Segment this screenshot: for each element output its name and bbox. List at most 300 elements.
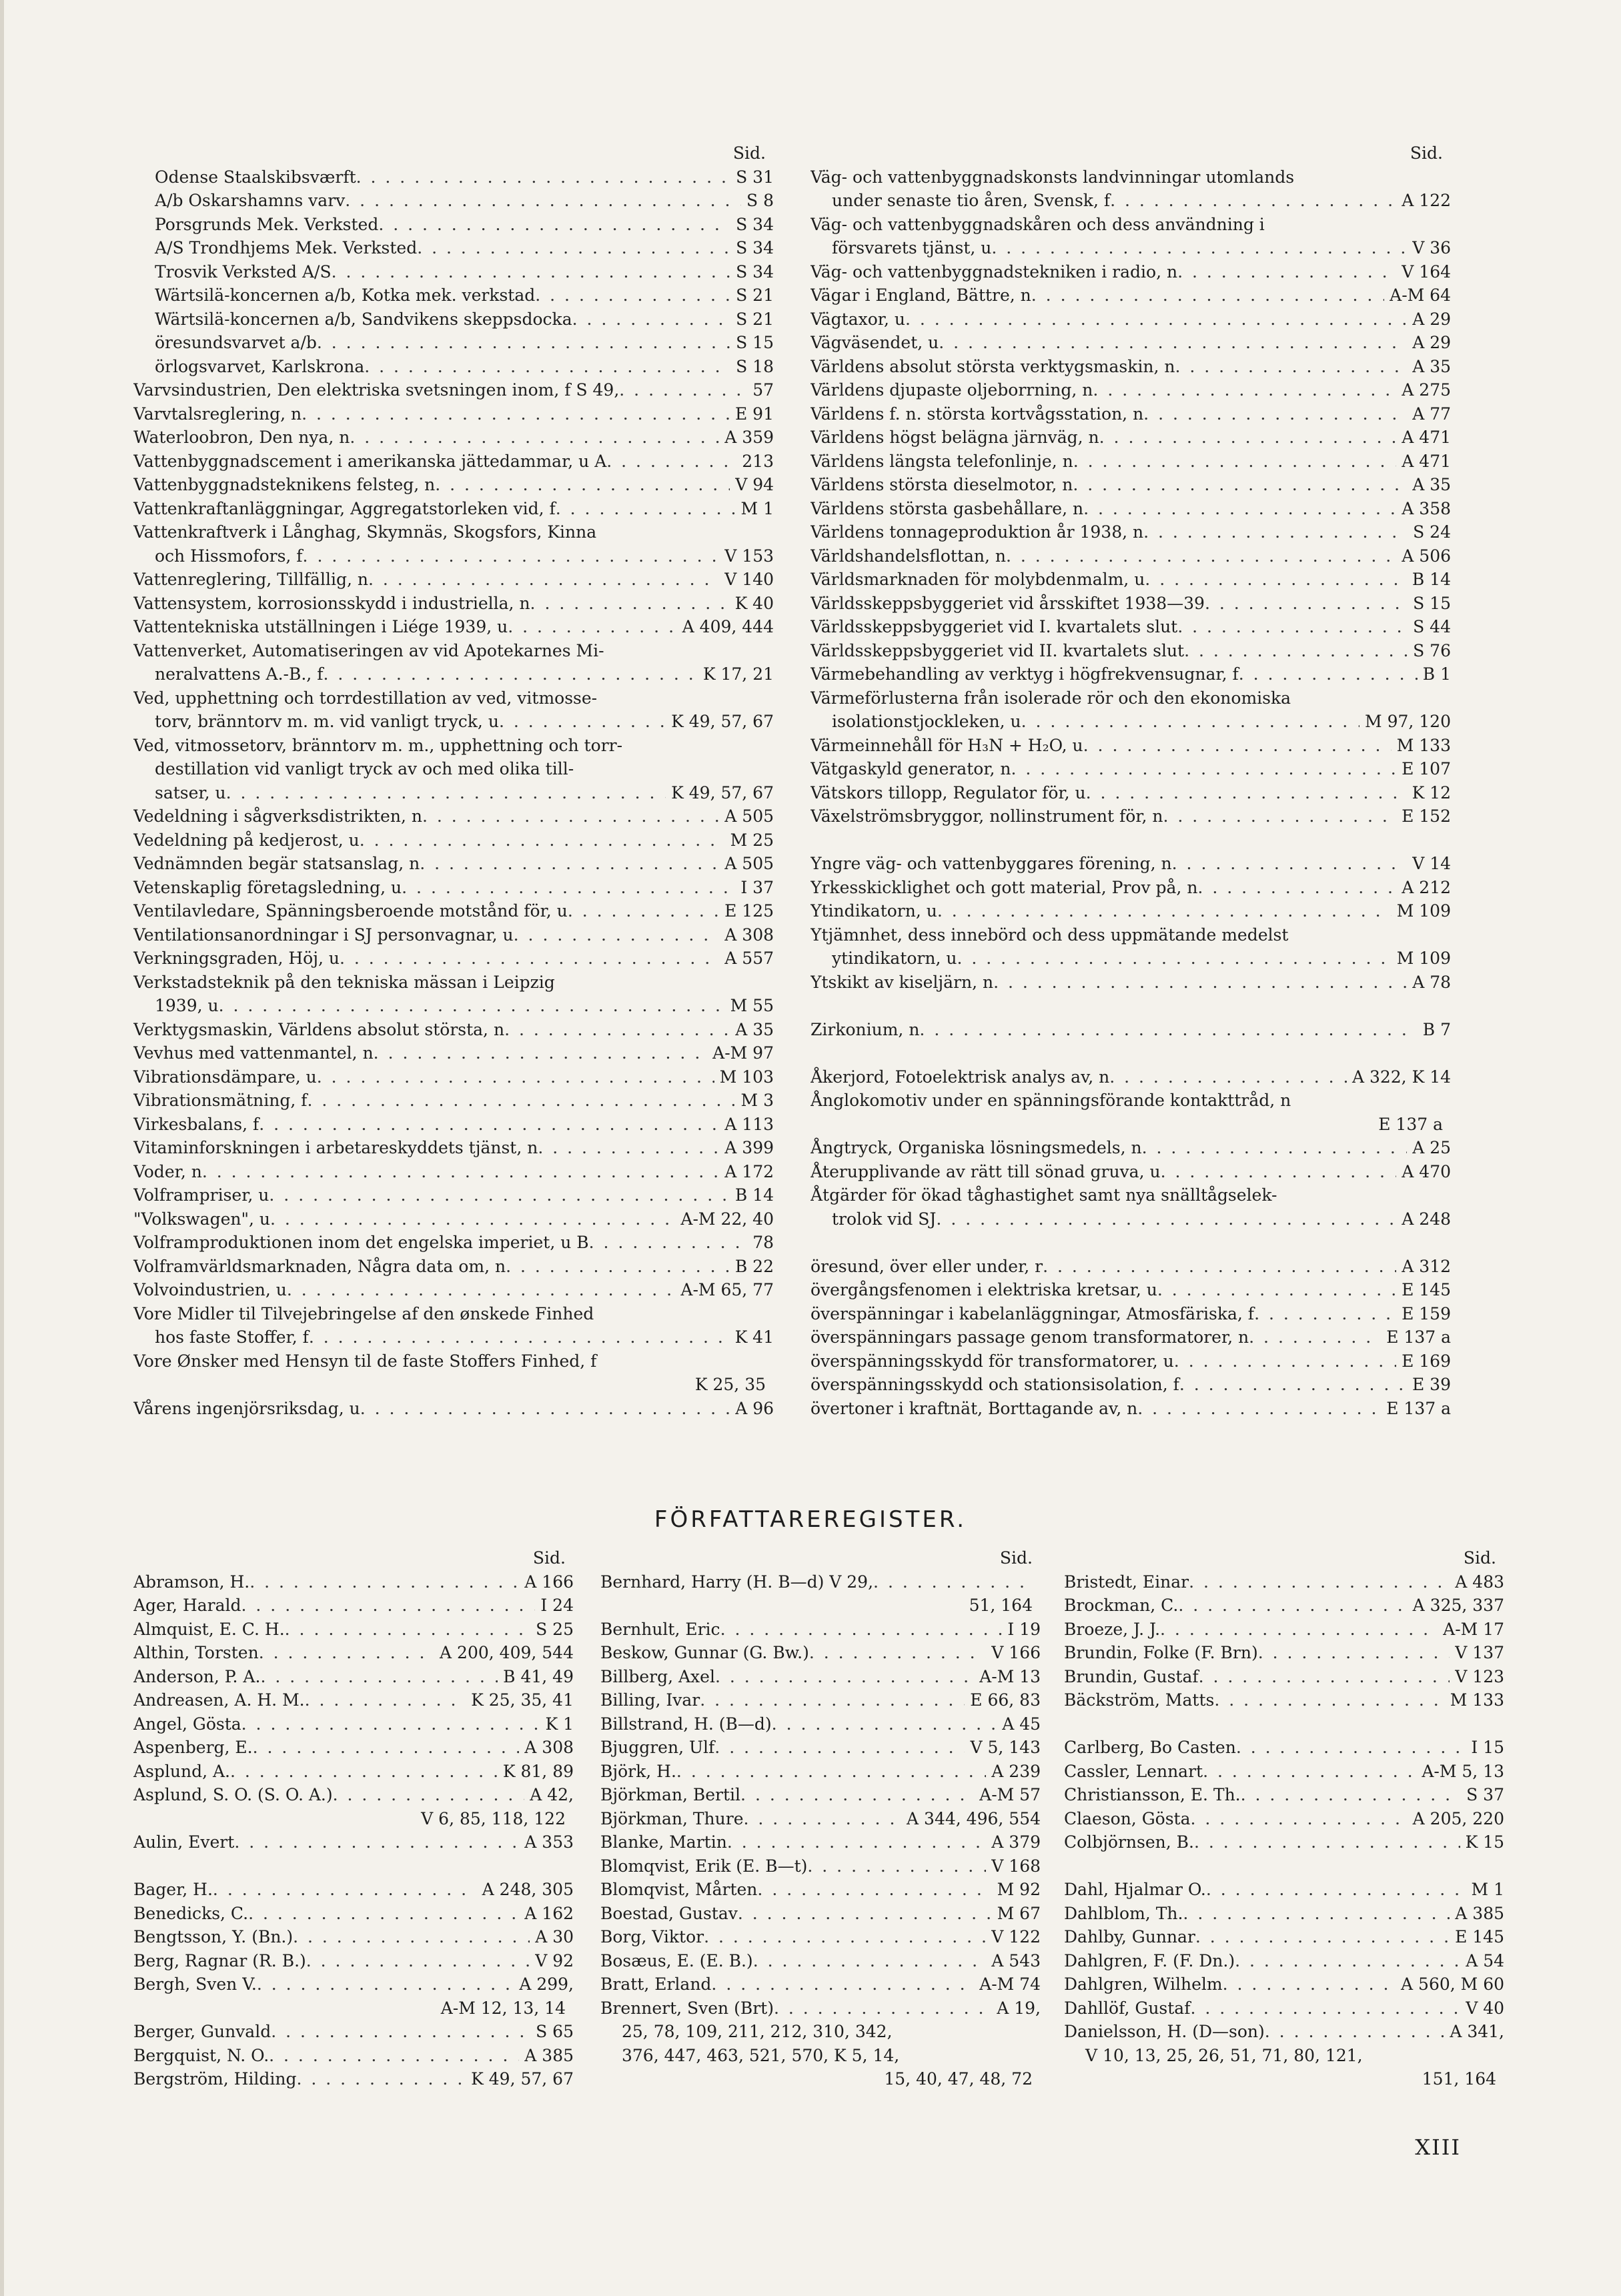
entry-title: Borg, Viktor	[600, 1927, 704, 1946]
dot-leader	[720, 1618, 1003, 1642]
index-entry	[1064, 1570, 1504, 1594]
dot-leader	[1083, 497, 1396, 521]
dot-leader	[1109, 1065, 1347, 1089]
dot-leader	[1161, 1160, 1397, 1184]
dot-leader	[568, 899, 719, 923]
index-entry	[600, 1712, 1041, 1736]
entry-title: Bäckström, Matts	[1064, 1690, 1215, 1710]
index-entry	[133, 1089, 774, 1113]
index-entry	[810, 1302, 1451, 1326]
dot-leader	[936, 1207, 1396, 1231]
dot-leader	[1073, 473, 1407, 497]
page-reference: A 29	[1412, 333, 1451, 352]
page-reference: E 145	[1455, 1927, 1504, 1946]
dot-leader	[285, 1618, 530, 1642]
entry-title: isolationstjockleken, u	[832, 712, 1021, 731]
dot-leader	[1239, 662, 1418, 686]
entry-title: Volframvärldsmarknaden, Några data om, n	[133, 1256, 506, 1276]
page-reference: K 17, 21	[702, 664, 774, 684]
index-entry	[133, 1397, 774, 1421]
entry-title: Dahlgren, Wilhelm	[1064, 1974, 1223, 1994]
index-entry	[1064, 1736, 1504, 1760]
entry-title: satser, u	[155, 782, 226, 802]
index-entry	[810, 544, 1451, 568]
index-entry	[1064, 1665, 1504, 1689]
page-reference: M 109	[1396, 901, 1451, 921]
entry-title: Blomqvist, Erik (E. B—t)	[600, 1856, 808, 1876]
page-reference: A 557	[724, 949, 774, 968]
entry-title: Ångtryck, Organiska lösningsmedels, n	[810, 1138, 1142, 1157]
entry-title: Björk, H.	[600, 1761, 676, 1781]
page-reference: S 21	[736, 285, 774, 305]
dot-leader	[1099, 426, 1397, 450]
index-entry	[133, 1925, 574, 1949]
entry-title: Vibrationsmätning, f	[133, 1091, 308, 1110]
index-entry	[810, 639, 1451, 663]
page-reference: A 358	[1402, 498, 1451, 518]
index-entry	[133, 828, 774, 852]
dot-leader	[303, 544, 720, 568]
index-entry	[1064, 1618, 1504, 1642]
index-entry	[810, 1207, 1451, 1231]
page-reference: V 94	[735, 475, 774, 494]
index-entry	[600, 1996, 1041, 2021]
dot-leader	[345, 189, 741, 213]
entry-title: Bergström, Hilding	[133, 2069, 297, 2089]
dot-leader	[1241, 1783, 1461, 1807]
entry-title: Värmebehandling av verktyg i högfrekvensugnar, f	[810, 664, 1239, 684]
index-entry	[810, 781, 1451, 805]
section-gap	[133, 1854, 574, 1878]
dot-leader	[270, 1207, 675, 1231]
dot-leader	[417, 236, 730, 260]
entry-title: Benedicks, C.	[133, 1903, 249, 1923]
dot-leader	[257, 1972, 514, 1996]
index-entry	[810, 378, 1451, 402]
dot-leader	[1172, 852, 1408, 876]
dot-leader	[249, 1570, 519, 1594]
entry-title: Vattensystem, korrosionsskydd i industriella, n	[133, 593, 530, 613]
index-entry	[133, 260, 774, 284]
page-reference: A 341,	[1450, 2022, 1504, 2041]
entry-title: Voder, n	[133, 1161, 202, 1181]
page-reference: A 308	[524, 1738, 574, 1757]
index-entry	[133, 1972, 574, 1996]
page-reference: V 168	[991, 1856, 1041, 1876]
page-reference: E 66, 83	[970, 1690, 1041, 1710]
dot-leader	[1223, 1972, 1396, 1996]
dot-leader	[378, 213, 730, 237]
page-reference: A 399	[724, 1138, 774, 1157]
dot-leader	[1183, 1902, 1450, 1926]
index-entry	[810, 497, 1451, 521]
index-entry	[810, 662, 1451, 686]
entry-title: Asplund, A.	[133, 1761, 230, 1781]
dot-leader	[1258, 1641, 1450, 1665]
entry-title: Världens högst belägna järnväg, n	[810, 428, 1099, 447]
page-reference: A 322, K 14	[1352, 1067, 1451, 1087]
page-reference: A-M 74	[979, 1974, 1041, 1994]
page-reference: E 39	[1412, 1375, 1451, 1394]
index-entry	[600, 1878, 1041, 1902]
index-entry	[133, 852, 774, 876]
entry-title: Carlberg, Bo Casten	[1064, 1738, 1236, 1757]
entry-title: Vibrationsdämpare, u	[133, 1067, 317, 1087]
index-entry	[133, 592, 774, 616]
page-reference: M 109	[1396, 949, 1451, 968]
index-entry-line: Värmeförlusterna från isolerade rör och den ekonomiska	[810, 688, 1291, 708]
dot-leader	[360, 828, 725, 852]
index-entry	[810, 615, 1451, 639]
entry-title: Världsmarknaden för molybdenmalm, u	[810, 570, 1145, 589]
page-reference: A 325, 337	[1412, 1596, 1504, 1615]
dot-leader	[1178, 1594, 1407, 1618]
entry-title: Wärtsilä-koncernen a/b, Kotka mek. verkstad	[155, 285, 536, 305]
dot-leader	[676, 1760, 986, 1784]
entry-title: Blomqvist, Mårten	[600, 1880, 758, 1899]
page-reference: A-M 64	[1390, 285, 1451, 305]
index-entry	[133, 804, 774, 828]
index-entry	[810, 450, 1451, 474]
index-entry	[810, 473, 1451, 497]
index-entry	[133, 213, 774, 237]
page-reference: A 200, 409, 544	[440, 1643, 574, 1662]
index-entry-line: Ved, vitmossetorv, bränntorv m. m., upphettning och torr-	[133, 735, 623, 755]
page-reference: A 470	[1402, 1161, 1451, 1181]
dot-leader	[360, 1397, 730, 1421]
page-reference: M 103	[719, 1067, 774, 1087]
index-entry	[810, 757, 1451, 781]
dot-leader	[333, 1783, 525, 1807]
entry-title: öresundsvarvet a/b	[155, 333, 317, 352]
entry-title: Billing, Ivar	[600, 1690, 700, 1710]
index-entry	[600, 1760, 1041, 1784]
index-entry	[810, 971, 1451, 995]
index-entry	[810, 283, 1451, 308]
dot-leader	[1191, 1807, 1408, 1831]
dot-leader	[1249, 1325, 1381, 1349]
entry-title: Ytskikt av kiseljärn, n	[810, 972, 994, 992]
index-entry	[1064, 1925, 1504, 1949]
index-entry	[600, 1736, 1041, 1760]
page-reference: A 113	[724, 1114, 774, 1134]
dot-leader	[504, 1018, 730, 1042]
index-entry	[600, 1807, 1041, 1831]
entry-title: Varvtalsreglering, n	[133, 404, 302, 424]
entry-title: Bernhard, Harry (H. B—d) V 29,	[600, 1572, 874, 1592]
entry-title: Varvsindustrien, Den elektriska svetsningen inom, f S 49,	[133, 380, 620, 400]
index-entry	[810, 1278, 1451, 1302]
page-reference: A 42,	[530, 1785, 574, 1804]
index-entry	[133, 355, 774, 379]
dot-leader	[1160, 1618, 1438, 1642]
page-reference: A 560, M 60	[1401, 1974, 1504, 1994]
index-entry	[133, 426, 774, 450]
dot-leader	[305, 1688, 466, 1712]
page-reference: M 1	[1471, 1880, 1504, 1899]
dot-leader	[1021, 710, 1360, 734]
entry-title: Blanke, Martin	[600, 1832, 727, 1852]
index-entry	[133, 1065, 774, 1089]
dot-leader	[402, 876, 735, 900]
entry-title: Ytindikatorn, u	[810, 901, 937, 921]
dot-leader	[499, 710, 666, 734]
index-entry	[810, 1397, 1451, 1421]
dot-leader	[1236, 1736, 1466, 1760]
sid-header: Sid.	[999, 1548, 1033, 1568]
entry-title: Ager, Harald	[133, 1596, 241, 1615]
page-reference: A 353	[524, 1832, 574, 1852]
entry-title: Vattenreglering, Tillfällig, n	[133, 570, 368, 589]
entry-title: Christiansson, E. Th.	[1064, 1785, 1241, 1804]
page-reference: S 21	[736, 309, 774, 329]
page-reference: A 30	[535, 1927, 574, 1946]
page-reference: V 164	[1402, 261, 1451, 281]
entry-title: Abramson, H.	[133, 1572, 250, 1592]
dot-leader	[538, 1136, 719, 1160]
dot-leader	[219, 994, 725, 1018]
index-entry	[133, 450, 774, 474]
entry-title: Almquist, E. C. H.	[133, 1619, 285, 1639]
index-entry	[810, 355, 1451, 379]
index-entry	[1064, 1972, 1504, 1996]
page-reference: E 169	[1402, 1351, 1451, 1371]
entry-title: Bratt, Erland	[600, 1974, 712, 1994]
page-reference: M 25	[730, 830, 774, 850]
dot-leader	[1174, 1349, 1396, 1373]
dot-leader	[704, 1925, 986, 1949]
entry-title: Dahllöf, Gustaf	[1064, 1998, 1191, 2018]
entry-title: 1939, u	[155, 996, 219, 1015]
entry-title: örlogsvarvet, Karlskrona	[155, 356, 365, 376]
index-entry	[810, 1373, 1451, 1397]
sid-header: Sid.	[1463, 1548, 1496, 1568]
dot-leader	[1031, 283, 1384, 308]
page-reference: S 25	[536, 1619, 574, 1639]
entry-title: och Hissmofors, f	[155, 546, 303, 566]
dot-leader	[506, 1255, 730, 1279]
index-entry	[600, 1688, 1041, 1712]
index-entry-line: Vore Ønsker med Hensyn til de faste Stoffers Finhed, f	[133, 1351, 597, 1371]
index-entry	[133, 1325, 774, 1349]
page-reference: S 65	[536, 2022, 574, 2041]
page-reference: V 36	[1412, 238, 1451, 257]
entry-title: Bergh, Sven V.	[133, 1974, 257, 1994]
index-entry	[810, 1255, 1451, 1279]
index-entry	[810, 331, 1451, 355]
dot-leader	[1083, 734, 1392, 758]
dot-leader	[1199, 1665, 1450, 1689]
page-reference: K 49, 57, 67	[671, 712, 774, 731]
page-reference: V 166	[991, 1643, 1041, 1662]
page-reference: E 152	[1402, 806, 1451, 826]
page-reference: K 40	[734, 593, 774, 613]
dot-leader	[530, 592, 730, 616]
dot-leader	[919, 1018, 1417, 1042]
page-reference-continuation: 51, 164	[969, 1596, 1033, 1615]
index-entry	[810, 1018, 1451, 1042]
index-entry	[600, 1972, 1041, 1996]
dot-leader	[259, 1113, 719, 1137]
index-entry	[1064, 1902, 1504, 1926]
page-reference-continuation: K 25, 35	[694, 1375, 766, 1394]
dot-leader	[422, 804, 719, 828]
entry-title: Cassler, Lennart	[1064, 1761, 1203, 1781]
page-reference: A 35	[1412, 356, 1451, 376]
index-entry	[810, 308, 1451, 332]
page-reference: A-M 57	[979, 1785, 1041, 1804]
index-entry	[1064, 1949, 1504, 1973]
entry-title: överspänningsskydd för transformatorer, u	[810, 1351, 1174, 1371]
page-reference: A 122	[1402, 191, 1451, 210]
page-reference: E 145	[1402, 1280, 1451, 1299]
dot-leader	[1093, 378, 1396, 402]
index-entry	[810, 592, 1451, 616]
entry-title: Claeson, Gösta	[1064, 1808, 1191, 1828]
index-entry	[133, 1618, 574, 1642]
page-reference: S 24	[1413, 522, 1451, 542]
dot-leader	[1177, 615, 1408, 639]
dot-leader	[317, 1065, 714, 1089]
entry-title: A/S Trondhjems Mek. Verksted	[155, 238, 418, 257]
index-entry	[133, 662, 774, 686]
page-reference: A 45	[1002, 1714, 1041, 1734]
entry-title: Vattenkraftanläggningar, Aggregatstorleken vid, f	[133, 498, 556, 518]
dot-leader	[435, 473, 730, 497]
entry-title: Vårens ingenjörsriksdag, u	[133, 1398, 360, 1418]
index-entry-line: Åtgärder för ökad tåghastighet samt nya snälltågselek-	[810, 1185, 1277, 1205]
dot-leader	[619, 378, 747, 402]
page-reference: S 37	[1466, 1785, 1504, 1804]
dot-leader	[939, 331, 1407, 355]
index-entry-line: Vattenkraftverk i Långhag, Skymnäs, Skogsfors, Kinna	[133, 522, 597, 542]
dot-leader	[606, 450, 736, 474]
index-entry	[133, 1594, 574, 1618]
index-entry	[133, 2067, 574, 2091]
index-entry	[810, 236, 1451, 260]
page-reference: A-M 17	[1443, 1619, 1504, 1639]
entry-title: överspänningars passage genom transformatorer, n	[810, 1327, 1249, 1347]
index-entry	[1064, 1783, 1504, 1807]
dot-leader	[248, 1902, 519, 1926]
index-entry	[133, 923, 774, 947]
page-reference: S 34	[736, 214, 774, 234]
page-reference: K 81, 89	[502, 1761, 574, 1781]
entry-title: Volvoindustrien, u	[133, 1280, 287, 1299]
page-reference: A-M 13	[979, 1666, 1041, 1686]
page-reference: A 248	[1402, 1209, 1451, 1229]
index-entry	[810, 1136, 1451, 1160]
dot-leader	[1142, 1136, 1408, 1160]
entry-title: Odense Staalskibsværft	[155, 167, 356, 187]
page-reference: I 15	[1471, 1738, 1504, 1757]
entry-title: Boestad, Gustav	[600, 1903, 738, 1923]
entry-title: Zirkonium, n	[810, 1019, 920, 1039]
entry-title: Världshandelsflottan, n	[810, 546, 1006, 566]
page-reference: A 19,	[997, 1998, 1041, 2018]
dot-leader	[727, 1830, 986, 1854]
dot-leader	[1189, 1570, 1450, 1594]
entry-title: Vattenbyggnadsteknikens felsteg, n	[133, 475, 436, 494]
author-column-1	[133, 1546, 574, 2091]
page-reference: A 505	[724, 806, 774, 826]
page-reference: 78	[752, 1233, 774, 1252]
entry-title: Vägar i England, Bättre, n	[810, 285, 1031, 305]
page-reference: A 543	[991, 1950, 1041, 1970]
index-entry-line: destillation vid vanligt tryck av och med olika till-	[155, 759, 574, 778]
author-register-title: FÖRFATTAREREGISTER.	[654, 1506, 967, 1533]
entry-title: försvarets tjänst, u	[832, 238, 992, 257]
entry-title: under senaste tio åren, Svensk, f	[832, 191, 1111, 210]
entry-title: Beskow, Gunnar (G. Bw.)	[600, 1643, 809, 1662]
index-entry	[1064, 1641, 1504, 1665]
index-entry-line: Väg- och vattenbyggnadskåren och dess användning i	[810, 214, 1265, 234]
index-entry	[810, 520, 1451, 544]
dot-leader	[374, 1041, 707, 1065]
index-entry-line: Väg- och vattenbyggnadskonsts landvinningar utomlands	[810, 167, 1295, 187]
index-entry-line: V 10, 13, 25, 26, 51, 71, 80, 121,	[1085, 2045, 1363, 2065]
entry-title: Danielsson, H. (D—son)	[1064, 2022, 1265, 2041]
dot-leader	[1203, 1760, 1416, 1784]
index-entry	[600, 1665, 1041, 1689]
dot-leader	[226, 781, 666, 805]
dot-leader	[937, 899, 1392, 923]
dot-leader	[714, 1736, 965, 1760]
dot-leader	[1043, 1255, 1396, 1279]
page-reference: K 49, 57, 67	[671, 782, 774, 802]
dot-leader	[711, 1972, 974, 1996]
page-reference: V 40	[1466, 1998, 1504, 2018]
page-reference-continuation: E 137 a	[1378, 1114, 1443, 1134]
entry-title: Dahl, Hjalmar O.	[1064, 1880, 1206, 1899]
dot-leader	[1179, 1373, 1407, 1397]
page-reference: I 24	[540, 1596, 574, 1615]
page-reference: B 7	[1422, 1019, 1451, 1039]
dot-leader	[757, 1878, 991, 1902]
dot-leader	[514, 923, 720, 947]
entry-title: Asplund, S. O. (S. O. A.)	[133, 1785, 333, 1804]
section-gap	[1064, 1712, 1504, 1736]
page-reference: M 133	[1450, 1690, 1504, 1710]
page-reference-continuation: V 6, 85, 118, 122	[421, 1808, 566, 1828]
entry-title: Väg- och vattenbyggnadstekniken i radio, n	[810, 261, 1178, 281]
page-reference: E 159	[1402, 1303, 1451, 1323]
page-reference: A 483	[1455, 1572, 1504, 1592]
index-entry	[133, 1018, 774, 1042]
entry-title: Andreasen, A. H. M.	[133, 1690, 305, 1710]
dot-leader	[744, 1807, 902, 1831]
entry-title: Vitaminforskningen i arbetareskyddets tjänst, n	[133, 1138, 538, 1157]
dot-leader	[323, 662, 697, 686]
index-entry	[810, 710, 1451, 734]
index-entry-line: 25, 78, 109, 211, 212, 310, 342,	[622, 2022, 893, 2041]
dot-leader	[309, 1325, 730, 1349]
dot-leader	[572, 308, 730, 332]
page-reference-continuation: 151, 164	[1422, 2069, 1496, 2089]
page-reference: M 1	[740, 498, 774, 518]
dot-leader	[297, 2067, 466, 2091]
dot-leader	[1163, 804, 1396, 828]
page-reference: A 248, 305	[482, 1880, 574, 1899]
page-reference: V 5, 143	[970, 1738, 1041, 1757]
dot-leader	[234, 1830, 519, 1854]
page-reference: M 55	[730, 996, 774, 1015]
index-entry	[133, 1830, 574, 1854]
entry-title: Bristedt, Einar	[1064, 1572, 1189, 1592]
dot-leader	[508, 615, 676, 639]
dot-leader	[1145, 568, 1407, 592]
page-reference: S 34	[736, 261, 774, 281]
